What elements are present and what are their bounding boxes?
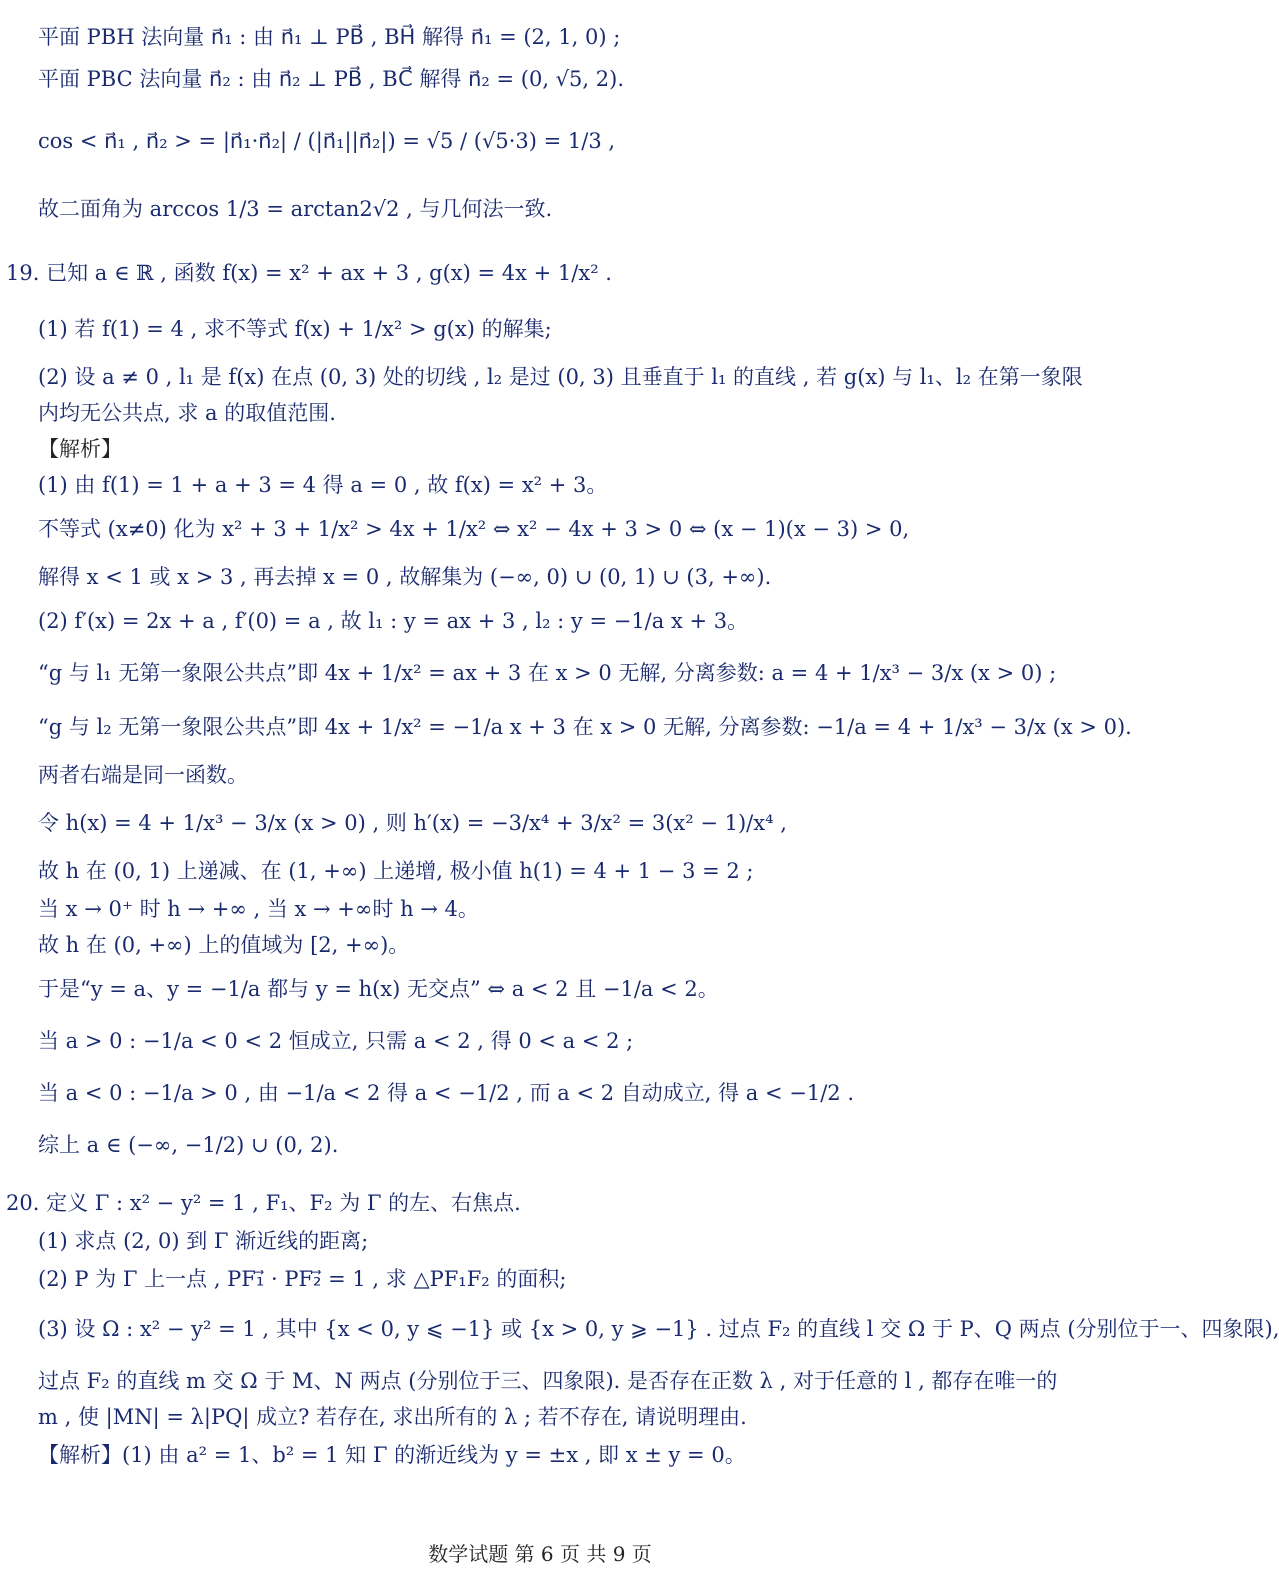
text-line: 令 h(x) = 4 + 1/x³ − 3/x (x > 0) , 则 h′(x) = −3/x⁴ + 3/x² = 3(x² − 1)/x⁴ ,: [38, 811, 787, 835]
text-line: 于是“y = a、y = −1/a 都与 y = h(x) 无交点” ⇔ a < 2 且 −1/a < 2。: [38, 977, 719, 1001]
text-line: (2) P 为 Γ 上一点 , PF₁⃗ · PF₂⃗ = 1 , 求 △PF₁F₂ 的面积;: [38, 1267, 567, 1291]
text-line: 不等式 (x≠0) 化为 x² + 3 + 1/x² > 4x + 1/x² ⇔ x² − 4x + 3 > 0 ⇔ (x − 1)(x − 3) > 0,: [38, 517, 910, 541]
text-line: “g 与 l₂ 无第一象限公共点”即 4x + 1/x² = −1/a x + 3 在 x > 0 无解, 分离参数: −1/a = 4 + 1/x³ − 3/x (x > 0).: [38, 715, 1132, 739]
text-line: 解得 x < 1 或 x > 3 , 再去掉 x = 0 , 故解集为 (−∞, 0) ∪ (0, 1) ∪ (3, +∞).: [38, 565, 772, 589]
page-footer: 数学试题 第 6 页 共 9 页: [428, 1542, 652, 1566]
text-line: 过点 F₂ 的直线 m 交 Ω 于 M、N 两点 (分别位于三、四象限). 是否存在正数 λ , 对于任意的 l , 都存在唯一的: [38, 1369, 1058, 1393]
text-line: (1) 求点 (2, 0) 到 Γ 渐近线的距离;: [38, 1229, 369, 1253]
text-line: 故二面角为 arccos 1/3 = arctan2√2 , 与几何法一致.: [38, 197, 553, 221]
text-line: 当 a < 0 : −1/a > 0 , 由 −1/a < 2 得 a < −1/2 , 而 a < 2 自动成立, 得 a < −1/2 .: [38, 1081, 854, 1105]
text-line: (1) 若 f(1) = 4 , 求不等式 f(x) + 1/x² > g(x) 的解集;: [38, 317, 552, 341]
text-line: 20. 定义 Γ : x² − y² = 1 , F₁、F₂ 为 Γ 的左、右焦点.: [6, 1191, 521, 1215]
text-line: “g 与 l₁ 无第一象限公共点”即 4x + 1/x² = ax + 3 在 x > 0 无解, 分离参数: a = 4 + 1/x³ − 3/x (x > 0) ;: [38, 661, 1057, 685]
text-line: (1) 由 f(1) = 1 + a + 3 = 4 得 a = 0 , 故 f(x) = x² + 3。: [38, 473, 608, 497]
text-line: 故 h 在 (0, +∞) 上的值域为 [2, +∞)。: [38, 933, 410, 957]
text-line: (2) 设 a ≠ 0 , l₁ 是 f(x) 在点 (0, 3) 处的切线 , l₂ 是过 (0, 3) 且垂直于 l₁ 的直线 , 若 g(x) 与 l₁、l₂ 在第一象限: [38, 365, 1083, 389]
text-line: 当 a > 0 : −1/a < 0 < 2 恒成立, 只需 a < 2 , 得 0 < a < 2 ;: [38, 1029, 634, 1053]
text-line: 19. 已知 a ∈ ℝ , 函数 f(x) = x² + ax + 3 , g(x) = 4x + 1/x² .: [6, 261, 612, 285]
text-line: 两者右端是同一函数。: [38, 763, 248, 787]
text-line: (3) 设 Ω : x² − y² = 1 , 其中 {x < 0, y ⩽ −1} 或 {x > 0, y ⩾ −1} . 过点 F₂ 的直线 l 交 Ω 于 P、Q 两点 (分别位于一、四象限),: [38, 1317, 1279, 1341]
text-line: 平面 PBH 法向量 n⃗₁ : 由 n⃗₁ ⊥ PB⃗ , BH⃗ 解得 n⃗₁ = (2, 1, 0) ;: [38, 25, 621, 49]
text-line: 故 h 在 (0, 1) 上递减、在 (1, +∞) 上递增, 极小值 h(1) = 4 + 1 − 3 = 2 ;: [38, 859, 754, 883]
text-line: 平面 PBC 法向量 n⃗₂ : 由 n⃗₂ ⊥ PB⃗ , BC⃗ 解得 n⃗₂ = (0, √5, 2).: [38, 67, 624, 91]
text-line: 【解析】: [38, 437, 122, 461]
text-line: 【解析】(1) 由 a² = 1、b² = 1 知 Γ 的渐近线为 y = ±x , 即 x ± y = 0。: [38, 1443, 746, 1467]
text-line: (2) f′(x) = 2x + a , f′(0) = a , 故 l₁ : y = ax + 3 , l₂ : y = −1/a x + 3。: [38, 609, 749, 633]
text-line: 综上 a ∈ (−∞, −1/2) ∪ (0, 2).: [38, 1133, 339, 1157]
text-line: cos < n⃗₁ , n⃗₂ > = |n⃗₁·n⃗₂| / (|n⃗₁||n⃗₂|) = √5 / (√5·3) = 1/3 ,: [38, 129, 616, 153]
text-line: m , 使 |MN| = λ|PQ| 成立? 若存在, 求出所有的 λ ; 若不存在, 请说明理由.: [38, 1405, 747, 1429]
text-line: 当 x → 0⁺ 时 h → +∞ , 当 x → +∞时 h → 4。: [38, 897, 479, 921]
text-line: 内均无公共点, 求 a 的取值范围.: [38, 401, 336, 425]
